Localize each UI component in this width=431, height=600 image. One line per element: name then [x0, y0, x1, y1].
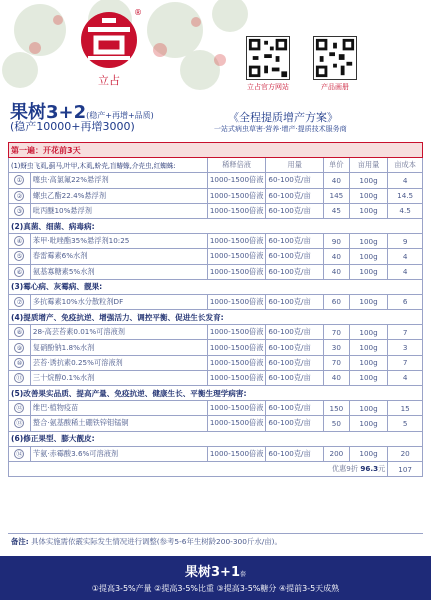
row-number: ⑪: [16, 374, 23, 382]
website-qr-code[interactable]: [246, 36, 290, 80]
dilution-value: 1000-1500倍液: [207, 203, 266, 218]
pest-group-label: (1)蚜虫飞虱,蓟马,叶甲,木虱,蚧壳,盲蝽蟓,介壳虫,红蜘蛛:: [9, 158, 208, 173]
section-label: (3)霉心病、灰霉病、靓果:: [9, 279, 423, 294]
row-number-cell: [9, 249, 31, 264]
qty-value: 100g: [349, 325, 388, 340]
price-value: 40: [324, 370, 350, 385]
product-name: 氨基寡糖素5%水剂: [30, 264, 207, 279]
price-value: 70: [324, 355, 350, 370]
dilution-value: 1000-1500倍液: [207, 234, 266, 249]
product-name: 春雷霉素6%水剂: [30, 249, 207, 264]
qty-value: 100g: [349, 416, 388, 431]
table-header-row: [9, 158, 423, 173]
table-row: [9, 325, 423, 340]
cost-value: 4.5: [388, 203, 423, 218]
table-row: [9, 355, 423, 370]
section-row: [9, 310, 423, 325]
remark-label: 备注:: [11, 537, 29, 546]
dilution-value: 1000-1500倍液: [207, 294, 266, 309]
qty-value: 100g: [349, 234, 388, 249]
price-value: 40: [324, 173, 350, 188]
dilution-value: 1000-1500倍液: [207, 173, 266, 188]
dosage-value: 60-100克/亩: [266, 446, 324, 461]
cost-value: 7: [388, 355, 423, 370]
remark-text: 具体实施需依霰实际发生情况进行调整(参考5-6年生树龄200-300斤水/亩)。: [31, 537, 282, 546]
dosage-value: 60-100克/亩: [266, 264, 324, 279]
price-value: 30: [324, 340, 350, 355]
qty-value: 100g: [349, 340, 388, 355]
qty-value: 100g: [349, 249, 388, 264]
qty-value: 100g: [349, 173, 388, 188]
discount-value: 96.3: [360, 464, 379, 474]
row-number: ⑤: [14, 251, 24, 261]
row-number: ⑬: [16, 420, 23, 428]
section-label: (2)真菌、细菌、病毒病:: [9, 218, 423, 233]
cost-value: 9: [388, 234, 423, 249]
dilution-value: 1000-1500倍液: [207, 340, 266, 355]
dilution-value: 1000-1500倍液: [207, 416, 266, 431]
table-row: [9, 234, 423, 249]
row-number: ②: [14, 191, 24, 201]
table-row: [9, 401, 423, 416]
row-number-cell: [9, 294, 31, 309]
price-value: 60: [324, 294, 350, 309]
section-label: (5)改善果实品质、提高产量、免疫抗逆、健康生长、平衡生理学病害:: [9, 386, 423, 401]
row-number: ⑧: [14, 327, 24, 337]
price-value: 45: [324, 203, 350, 218]
plan-title: 《全程提质增产方案》: [228, 111, 338, 124]
price-value: 40: [324, 264, 350, 279]
cost-value: 14.5: [388, 188, 423, 203]
footer-title-tag: 套: [239, 571, 246, 578]
table-row: [9, 249, 423, 264]
qty-value: 100g: [349, 355, 388, 370]
dosage-value: 60-100克/亩: [266, 355, 324, 370]
row-number: ④: [14, 236, 24, 246]
table-row: [9, 370, 423, 385]
dosage-value: 60-100克/亩: [266, 401, 324, 416]
row-number-cell: [9, 188, 31, 203]
dilution-value: 1000-1500倍液: [207, 249, 266, 264]
cost-value: 4: [388, 264, 423, 279]
row-number: ③: [14, 206, 24, 216]
table-row: [9, 264, 423, 279]
price-value: 90: [324, 234, 350, 249]
row-number-cell: [9, 325, 31, 340]
cost-value: 3: [388, 340, 423, 355]
row-number-cell: [9, 355, 31, 370]
col-qty: 亩用量: [349, 158, 388, 173]
product-title-text: 果树3+2: [10, 102, 87, 123]
row-number-cell: [9, 416, 31, 431]
footer-banner: [0, 556, 431, 600]
row-number: ⑫: [16, 405, 23, 413]
dilution-value: 1000-1500倍液: [207, 401, 266, 416]
price-value: 70: [324, 325, 350, 340]
product-name: 苯甲·吡唑酯35%悬浮剂10:25: [30, 234, 207, 249]
dosage-value: 60-100克/亩: [266, 173, 324, 188]
dosage-value: 60-100克/亩: [266, 370, 324, 385]
row-number: ⑦: [14, 297, 24, 307]
section-label: (6)修正果型、膨大靓皮:: [9, 431, 423, 446]
col-price: 单价: [324, 158, 350, 173]
section-label: (4)提质增产、免疫抗逆、增强活力、调控平衡、促进生长发育:: [9, 310, 423, 325]
product-name: 复硝酚钠1.8%水剂: [30, 340, 207, 355]
qty-value: 100g: [349, 446, 388, 461]
qty-value: 100g: [349, 294, 388, 309]
row-number-cell: [9, 234, 31, 249]
dilution-value: 1000-1500倍液: [207, 264, 266, 279]
product-title-tag: (稳产+再增+品质): [86, 111, 154, 120]
col-cost: 亩成本: [388, 158, 423, 173]
product-subtitle: (稳产10000+再增3000): [10, 120, 135, 133]
product-name: 噻虫·高氯氟22%悬浮剂: [30, 173, 207, 188]
catalog-qr-code[interactable]: [313, 36, 357, 80]
table-row: [9, 188, 423, 203]
plan-subtitle: 一站式病虫草害·营养·增产·提质技术服务商: [214, 125, 347, 133]
product-name: 芸苔·诱抗素0.25%可溶液剂: [30, 355, 207, 370]
row-number: ①: [14, 175, 24, 185]
product-name: 苄氨·赤霉酸3.6%可溶液剂: [30, 446, 207, 461]
product-name: 三十烷醇0.1%水剂: [30, 370, 207, 385]
registered-mark: ®: [134, 8, 142, 17]
brand-name: 立占: [98, 74, 120, 87]
cost-value: 4: [388, 370, 423, 385]
website-qr-label: 立占官方网站: [247, 83, 289, 91]
cost-value: 4: [388, 173, 423, 188]
row-number-cell: [9, 264, 31, 279]
dilution-value: 1000-1500倍液: [207, 355, 266, 370]
qty-value: 100g: [349, 370, 388, 385]
product-name: 28-高芸苔素0.01%可溶液剂: [30, 325, 207, 340]
dosage-value: 60-100克/亩: [266, 249, 324, 264]
total-row: [9, 461, 423, 476]
footer-benefits: ①提高3-5%产量 ②提高3-5%比重 ③提高3-5%糖分 ④提前3-5天成熟: [91, 584, 340, 593]
qty-value: 100g: [349, 188, 388, 203]
discount-total: [9, 461, 388, 476]
row-number: ⑩: [14, 358, 24, 368]
brand-logo: [74, 8, 144, 88]
dosage-value: 60-100克/亩: [266, 325, 324, 340]
row-number-cell: [9, 203, 31, 218]
product-name: 维巴·植物疫苗: [30, 401, 207, 416]
row-number-cell: [9, 370, 31, 385]
table-row: [9, 203, 423, 218]
price-value: 40: [324, 249, 350, 264]
dosage-value: 60-100克/亩: [266, 294, 324, 309]
cost-value: 7: [388, 325, 423, 340]
product-name: 螺虫乙酯22.4%悬浮剂: [30, 188, 207, 203]
dilution-value: 1000-1500倍液: [207, 446, 266, 461]
dosage-value: 60-100克/亩: [266, 340, 324, 355]
cost-sum: 107: [388, 461, 423, 476]
product-name: 螯合·氨基酸稀土硼铁锌钼锰铜: [30, 416, 207, 431]
dosage-value: 60-100克/亩: [266, 416, 324, 431]
remark: [8, 533, 423, 549]
dosage-value: 60-100克/亩: [266, 234, 324, 249]
product-name: 吡丙醚10%悬浮剂: [30, 203, 207, 218]
row-number-cell: [9, 173, 31, 188]
treatment-table: [8, 142, 423, 477]
dilution-value: 1000-1500倍液: [207, 370, 266, 385]
table-row: [9, 446, 423, 461]
footer-title: [0, 556, 431, 580]
row-number-cell: [9, 340, 31, 355]
cost-value: 4: [388, 249, 423, 264]
dilution-value: 1000-1500倍液: [207, 188, 266, 203]
discount-label: 优惠9折: [331, 464, 359, 474]
qty-value: 100g: [349, 203, 388, 218]
row-number: ⑭: [16, 450, 23, 458]
qty-value: 100g: [349, 264, 388, 279]
price-value: 145: [324, 188, 350, 203]
table-row: [9, 173, 423, 188]
qty-value: 100g: [349, 401, 388, 416]
row-number-cell: [9, 401, 31, 416]
col-dosage: 用量: [266, 158, 324, 173]
brand-emblem-icon: [74, 8, 144, 72]
section-row: [9, 431, 423, 446]
price-value: 200: [324, 446, 350, 461]
dosage-value: 60-100克/亩: [266, 188, 324, 203]
product-name: 多抗霉素10%水分散粒剂DF: [30, 294, 207, 309]
stage-row: [9, 143, 423, 158]
section-row: [9, 279, 423, 294]
table-row: [9, 416, 423, 431]
col-dilution: 稀释倍液: [207, 158, 266, 173]
table-row: [9, 294, 423, 309]
discount-unit: 元: [378, 464, 386, 474]
cost-value: 5: [388, 416, 423, 431]
section-row: [9, 386, 423, 401]
catalog-qr-label: 产品画册: [321, 83, 349, 91]
row-number: ⑨: [14, 343, 24, 353]
section-row: [9, 218, 423, 233]
row-number-cell: [9, 446, 31, 461]
footer-title-text: 果树3+1: [185, 565, 240, 580]
price-value: 150: [324, 401, 350, 416]
dosage-value: 60-100克/亩: [266, 203, 324, 218]
cost-value: 6: [388, 294, 423, 309]
cost-value: 20: [388, 446, 423, 461]
table-row: [9, 340, 423, 355]
cost-value: 15: [388, 401, 423, 416]
dilution-value: 1000-1500倍液: [207, 325, 266, 340]
price-value: 50: [324, 416, 350, 431]
row-number: ⑥: [14, 267, 24, 277]
stage-label: 第一遍：开花前3天: [9, 143, 423, 158]
